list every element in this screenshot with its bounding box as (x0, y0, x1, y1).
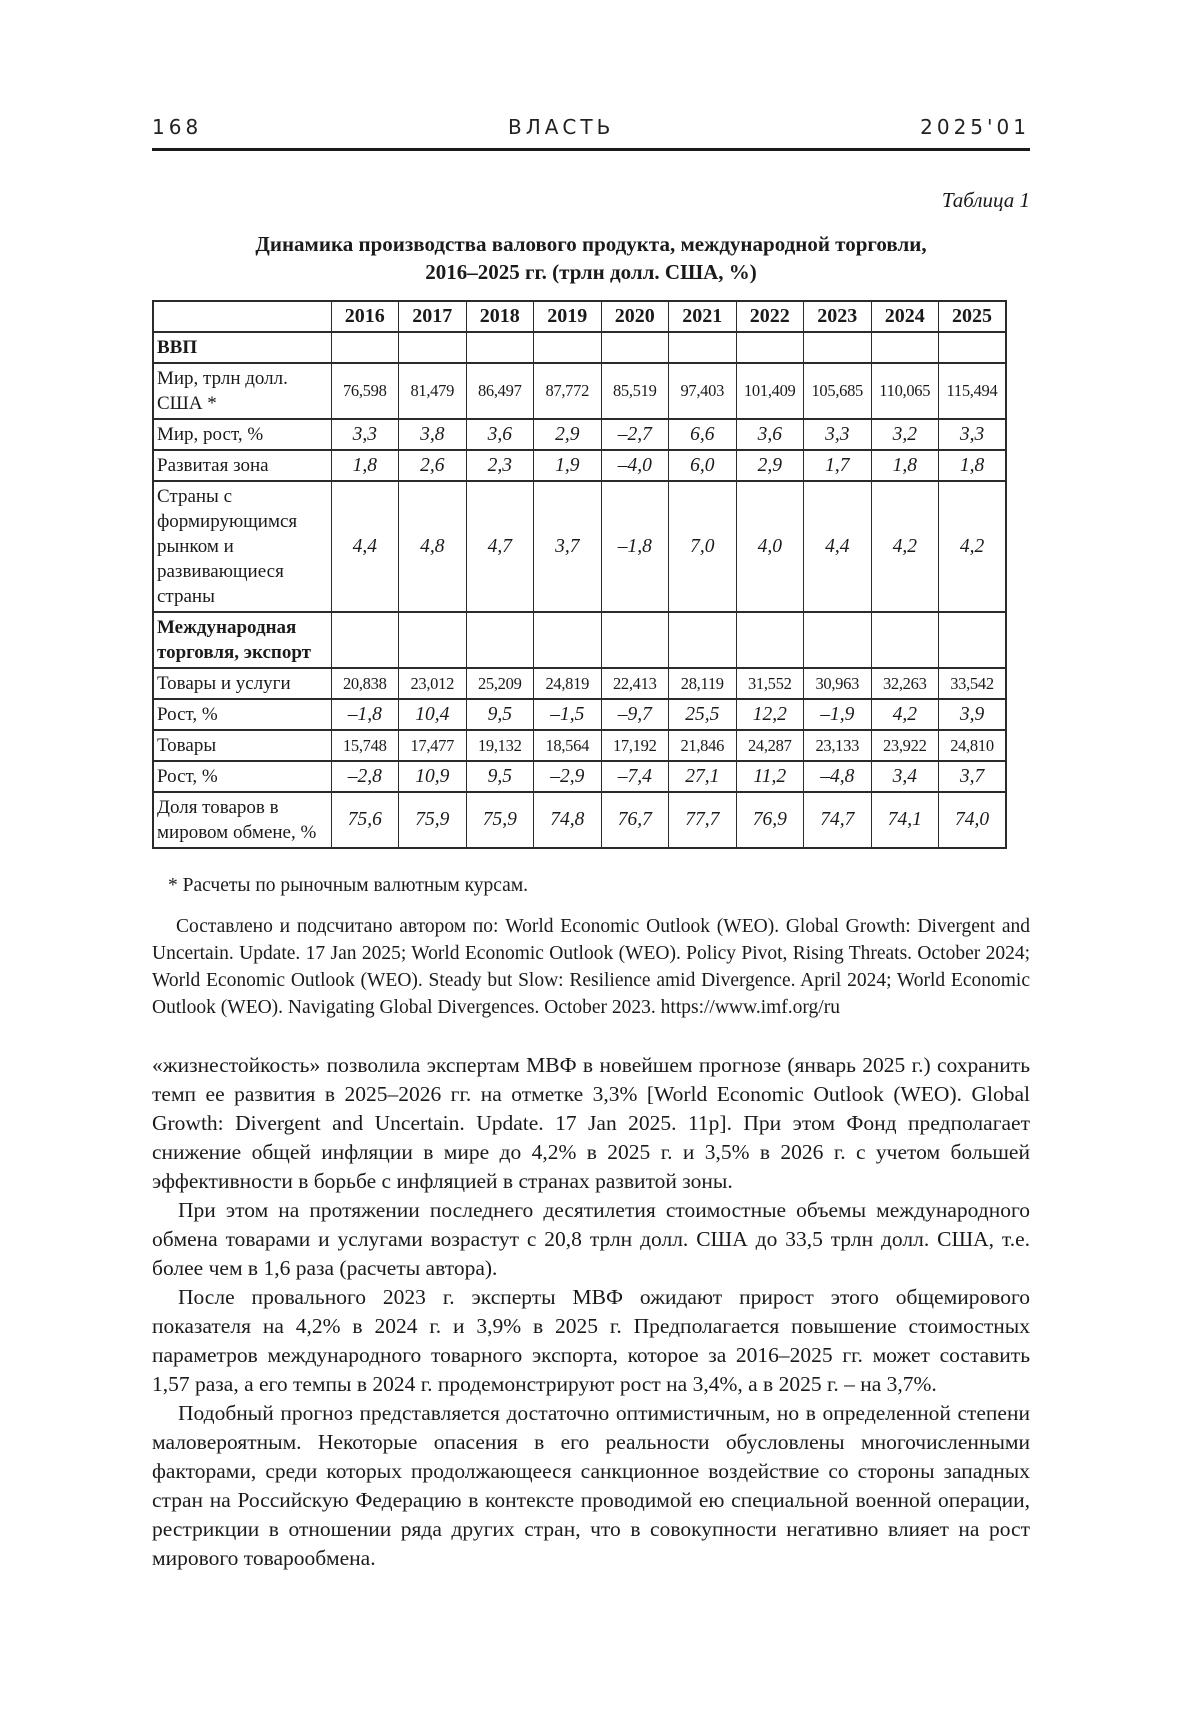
year-header: 2018 (466, 301, 534, 332)
value-cell: 4,8 (399, 481, 467, 612)
value-cell (534, 332, 602, 363)
value-cell: 97,403 (669, 363, 737, 419)
value-cell: 9,5 (466, 761, 534, 792)
year-header: 2017 (399, 301, 467, 332)
value-cell (804, 612, 872, 668)
row-label: Мир, рост, % (153, 419, 331, 450)
row-label: Страны с формирующимся рынком и развивающиеся страны (153, 481, 331, 612)
row-label: Развитая зона (153, 450, 331, 481)
value-cell: 32,263 (871, 668, 939, 699)
value-cell: 75,9 (466, 792, 534, 848)
value-cell (466, 612, 534, 668)
value-cell: 76,9 (736, 792, 804, 848)
statistics-table (152, 300, 1007, 849)
article-body (152, 1051, 1030, 1573)
year-header: 2021 (669, 301, 737, 332)
value-cell: 20,838 (331, 668, 399, 699)
value-cell (871, 612, 939, 668)
table-row (153, 332, 1006, 363)
value-cell (601, 332, 669, 363)
value-cell: 74,7 (804, 792, 872, 848)
value-cell: –2,9 (534, 761, 602, 792)
value-cell: 3,3 (939, 419, 1007, 450)
table-row (153, 419, 1006, 450)
value-cell: 10,4 (399, 699, 467, 730)
value-cell: –7,4 (601, 761, 669, 792)
table-row (153, 761, 1006, 792)
value-cell: 1,8 (939, 450, 1007, 481)
row-label: Международная торговля, экспорт (153, 612, 331, 668)
year-header: 2024 (871, 301, 939, 332)
year-header: 2025 (939, 301, 1007, 332)
year-header: 2020 (601, 301, 669, 332)
value-cell: 87,772 (534, 363, 602, 419)
value-cell (466, 332, 534, 363)
year-header: 2016 (331, 301, 399, 332)
value-cell (534, 612, 602, 668)
row-label: Рост, % (153, 761, 331, 792)
value-cell: 105,685 (804, 363, 872, 419)
value-cell: 15,748 (331, 730, 399, 761)
value-cell: 3,4 (871, 761, 939, 792)
year-header: 2019 (534, 301, 602, 332)
value-cell: 7,0 (669, 481, 737, 612)
table-row (153, 730, 1006, 761)
table-title-line1: Динамика производства валового продукта, международной торговли, (255, 232, 927, 256)
value-cell (804, 332, 872, 363)
value-cell: 3,3 (804, 419, 872, 450)
value-cell (601, 612, 669, 668)
issue-number: 2025'01 (920, 115, 1030, 139)
body-paragraph: После провального 2023 г. эксперты МВФ ожидают прирост этого общемирового показателя на 4,2% в 2024 г. и 3,9% в 2025 г. Предполагается повышение стоимостных параметров международного товарного экспорта, которое за 2016–2025 гг. может составить 1,57 раза, а его темпы в 2024 г. продемонстрируют рост на 3,4%, а в 2025 г. – на 3,7%. (152, 1285, 1030, 1396)
value-cell: 4,2 (939, 481, 1007, 612)
value-cell: 19,132 (466, 730, 534, 761)
value-cell: 4,7 (466, 481, 534, 612)
row-label: ВВП (153, 332, 331, 363)
row-label: Доля товаров в мировом обмене, % (153, 792, 331, 848)
value-cell (331, 612, 399, 668)
table-footnote: * Расчеты по рыночным валютным курсам. (168, 875, 529, 896)
value-cell: 101,409 (736, 363, 804, 419)
value-cell: 17,192 (601, 730, 669, 761)
value-cell (939, 612, 1007, 668)
table-row (153, 699, 1006, 730)
value-cell: 25,209 (466, 668, 534, 699)
value-cell: 25,5 (669, 699, 737, 730)
table-caption: Таблица 1 (941, 188, 1030, 212)
value-cell: –4,8 (804, 761, 872, 792)
value-cell: 3,6 (466, 419, 534, 450)
table-row (153, 792, 1006, 848)
body-paragraph: «жизнестойкость» позволила экспертам МВФ в новейшем прогнозе (январь 2025 г.) сохранить темп ее развития в 2025–2026 гг. на отметке 3,3% [World Economic Outlook (WEO). Global Growth: Divergent and Uncertain. Update. 17 Jan 2025. 11p]. При этом Фонд предполагает снижение общей инфляции в мире до 4,2% в 2025 г. и 3,5% в 2026 г. с учетом большей эффективности в борьбе с инфляцией в странах развитой зоны. (152, 1053, 1030, 1193)
value-cell: 24,287 (736, 730, 804, 761)
journal-title: ВЛАСТЬ (507, 115, 615, 139)
value-cell: 85,519 (601, 363, 669, 419)
body-paragraph: Подобный прогноз представляется достаточно оптимистичным, но в определенной степени маловероятным. Некоторые опасения в его реальности обусловлены многочисленными факторами, среди которых продолжающееся санкционное воздействие со стороны западных стран на Российскую Федерацию в контексте проводимой ею специальной военной операции, рестрикции в отношении ряда других стран, что в совокупности негативно влияет на рост мирового товарообмена. (152, 1401, 1030, 1570)
value-cell: 2,9 (534, 419, 602, 450)
table-source: Составлено и подсчитано автором по: World Economic Outlook (WEO). Global Growth: Divergent and Uncertain. Update. 17 Jan 2025; World Economic Outlook (WEO). Policy Pivot, Rising Threats. October 2024; World Economic Outlook (WEO). Steady but Slow: Resilience amid Divergence. April 2024; World Economic Outlook (WEO). Navigating Global Divergences. October 2023. https://www.imf.org/ru (152, 916, 1030, 1018)
value-cell: 74,1 (871, 792, 939, 848)
value-cell: 6,0 (669, 450, 737, 481)
row-label: Товары (153, 730, 331, 761)
year-header: 2023 (804, 301, 872, 332)
value-cell: –1,9 (804, 699, 872, 730)
value-cell: –1,5 (534, 699, 602, 730)
value-cell: 24,810 (939, 730, 1007, 761)
table-row (153, 612, 1006, 668)
value-cell (736, 612, 804, 668)
value-cell: 33,542 (939, 668, 1007, 699)
value-cell: 115,494 (939, 363, 1007, 419)
value-cell (669, 612, 737, 668)
value-cell: –2,7 (601, 419, 669, 450)
value-cell: 3,7 (534, 481, 602, 612)
value-cell: –4,0 (601, 450, 669, 481)
table-title-line2: 2016–2025 гг. (трлн долл. США, %) (425, 260, 757, 284)
value-cell: 18,564 (534, 730, 602, 761)
value-cell: 2,9 (736, 450, 804, 481)
row-label: Мир, трлн долл. США * (153, 363, 331, 419)
value-cell: 110,065 (871, 363, 939, 419)
value-cell: 76,598 (331, 363, 399, 419)
page-content (152, 115, 1030, 1573)
value-cell (736, 332, 804, 363)
value-cell: 86,497 (466, 363, 534, 419)
value-cell: 1,8 (871, 450, 939, 481)
value-cell: –2,8 (331, 761, 399, 792)
value-cell: 4,2 (871, 699, 939, 730)
value-cell: 1,7 (804, 450, 872, 481)
value-cell: –1,8 (331, 699, 399, 730)
value-cell: 74,0 (939, 792, 1007, 848)
value-cell: 1,8 (331, 450, 399, 481)
value-cell: 3,6 (736, 419, 804, 450)
value-cell: –1,8 (601, 481, 669, 612)
value-cell: 31,552 (736, 668, 804, 699)
value-cell: 3,3 (331, 419, 399, 450)
value-cell: 77,7 (669, 792, 737, 848)
value-cell: 22,413 (601, 668, 669, 699)
value-cell: 75,9 (399, 792, 467, 848)
value-cell: 4,4 (331, 481, 399, 612)
table-title (152, 230, 1030, 286)
value-cell: 76,7 (601, 792, 669, 848)
value-cell (399, 612, 467, 668)
value-cell: 24,819 (534, 668, 602, 699)
value-cell: 23,922 (871, 730, 939, 761)
value-cell: 3,8 (399, 419, 467, 450)
value-cell (939, 332, 1007, 363)
value-cell: 9,5 (466, 699, 534, 730)
value-cell: 27,1 (669, 761, 737, 792)
value-cell: 74,8 (534, 792, 602, 848)
table-header-row (153, 301, 1006, 332)
table-row (153, 363, 1006, 419)
value-cell: –9,7 (601, 699, 669, 730)
row-label: Товары и услуги (153, 668, 331, 699)
body-paragraph: При этом на протяжении последнего десятилетия стоимостные объемы международного обмена товарами и услугами возрастут с 20,8 трлн долл. США до 33,5 трлн долл. США, т.е. более чем в 1,6 раза (расчеты автора). (152, 1198, 1030, 1280)
value-cell: 2,6 (399, 450, 467, 481)
value-cell (669, 332, 737, 363)
value-cell: 6,6 (669, 419, 737, 450)
value-cell: 3,9 (939, 699, 1007, 730)
row-label: Рост, % (153, 699, 331, 730)
value-cell: 30,963 (804, 668, 872, 699)
value-cell: 28,119 (669, 668, 737, 699)
value-cell (399, 332, 467, 363)
value-cell: 17,477 (399, 730, 467, 761)
value-cell: 4,4 (804, 481, 872, 612)
value-cell: 3,2 (871, 419, 939, 450)
year-header: 2022 (736, 301, 804, 332)
value-cell: 4,0 (736, 481, 804, 612)
value-cell: 2,3 (466, 450, 534, 481)
value-cell (331, 332, 399, 363)
value-cell: 4,2 (871, 481, 939, 612)
value-cell: 23,133 (804, 730, 872, 761)
value-cell (871, 332, 939, 363)
table-corner-cell (153, 301, 331, 332)
value-cell: 11,2 (736, 761, 804, 792)
page-number: 168 (152, 115, 203, 139)
value-cell: 21,846 (669, 730, 737, 761)
running-head (152, 115, 1030, 151)
value-cell: 81,479 (399, 363, 467, 419)
value-cell: 75,6 (331, 792, 399, 848)
value-cell: 1,9 (534, 450, 602, 481)
value-cell: 10,9 (399, 761, 467, 792)
value-cell: 12,2 (736, 699, 804, 730)
value-cell: 3,7 (939, 761, 1007, 792)
table-row (153, 450, 1006, 481)
value-cell: 23,012 (399, 668, 467, 699)
table-row (153, 481, 1006, 612)
table-row (153, 668, 1006, 699)
